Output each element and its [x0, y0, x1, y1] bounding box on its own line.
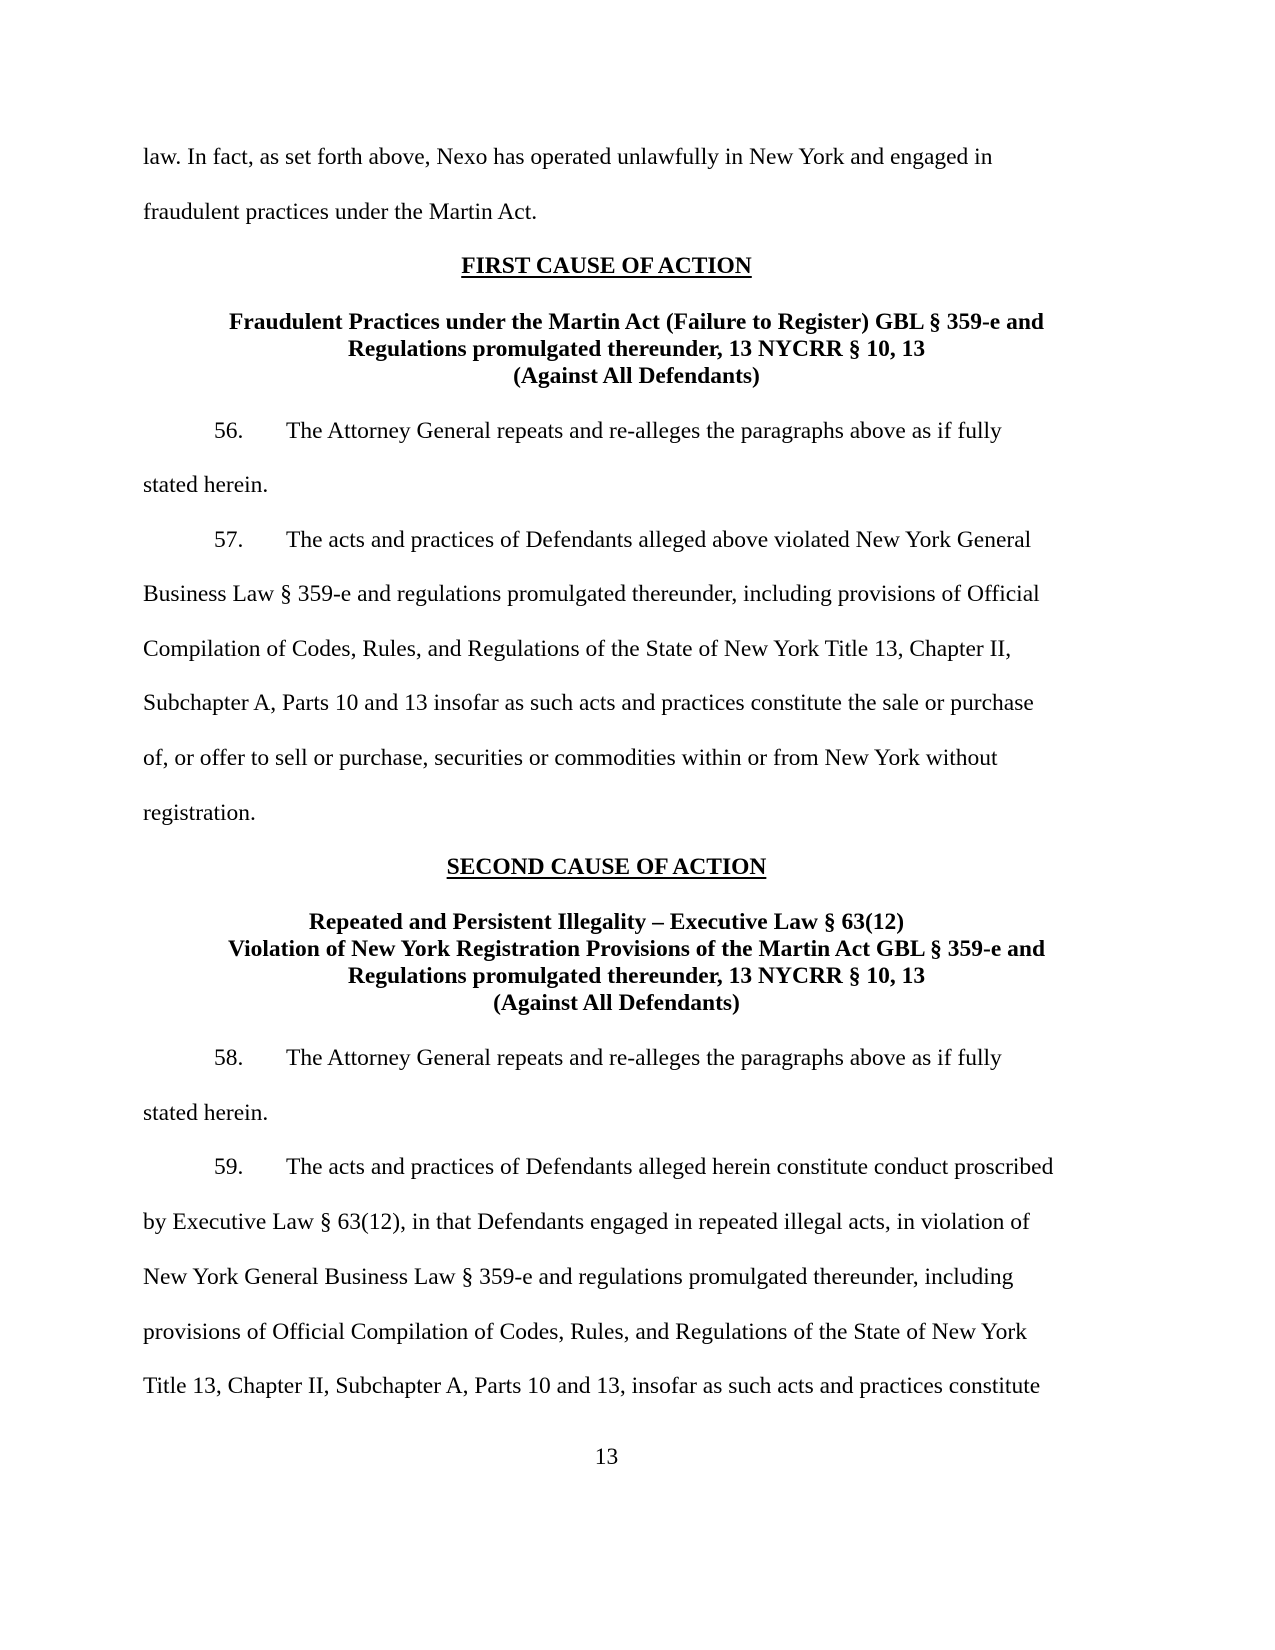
section-subheading: Repeated and Persistent Illegality – Executive Law § 63(12): [308, 909, 905, 935]
section-subheading: (Against All Defendants): [513, 363, 760, 389]
paragraph-number: 57.: [214, 527, 244, 553]
paragraph-number: 59.: [214, 1154, 244, 1180]
section-subheading: Regulations promulgated thereunder, 13 NYCRR § 10, 13: [347, 336, 926, 362]
paragraph-number: 56.: [214, 418, 244, 444]
paragraph-text: Compilation of Codes, Rules, and Regulations of the State of New York Title 13, Chapter II,: [143, 636, 1012, 662]
paragraph-text: The acts and practices of Defendants alleged above violated New York General: [286, 527, 1032, 553]
paragraph-text: Subchapter A, Parts 10 and 13 insofar as such acts and practices constitute the sale or purchase: [143, 690, 1034, 716]
paragraph-text: by Executive Law § 63(12), in that Defendants engaged in repeated illegal acts, in violation of: [143, 1209, 1030, 1235]
paragraph-text: stated herein.: [143, 472, 269, 498]
paragraph-text: The Attorney General repeats and re-alleges the paragraphs above as if fully: [286, 1045, 1002, 1071]
section-subheading: (Against All Defendants): [493, 990, 740, 1016]
section-heading-second-cause: SECOND CAUSE OF ACTION: [446, 854, 767, 880]
paragraph-text: of, or offer to sell or purchase, securities or commodities within or from New York without: [143, 745, 998, 771]
paragraph-text: stated herein.: [143, 1100, 269, 1126]
section-subheading: Regulations promulgated thereunder, 13 NYCRR § 10, 13: [347, 963, 926, 989]
section-heading-first-cause: FIRST CAUSE OF ACTION: [461, 253, 752, 279]
paragraph-number: 58.: [214, 1045, 244, 1071]
paragraph-text: Business Law § 359-e and regulations promulgated thereunder, including provisions of Official: [143, 581, 1040, 607]
paragraph-text: The acts and practices of Defendants alleged herein constitute conduct proscribed: [286, 1154, 1054, 1180]
section-subheading: Fraudulent Practices under the Martin Act (Failure to Register) GBL § 359-e and: [229, 309, 1044, 335]
paragraph-text: provisions of Official Compilation of Codes, Rules, and Regulations of the State of New York: [143, 1319, 1027, 1345]
section-subheading: Violation of New York Registration Provisions of the Martin Act GBL § 359-e and: [227, 936, 1046, 962]
paragraph-text: New York General Business Law § 359-e and regulations promulgated thereunder, including: [143, 1264, 1014, 1290]
page-number: 13: [594, 1444, 619, 1470]
paragraph-text: The Attorney General repeats and re-alleges the paragraphs above as if fully: [286, 418, 1002, 444]
paragraph-text: Title 13, Chapter II, Subchapter A, Parts 10 and 13, insofar as such acts and practices constitute: [143, 1373, 1041, 1399]
body-text-line: law. In fact, as set forth above, Nexo has operated unlawfully in New York and engaged in: [143, 144, 993, 170]
body-text-line: fraudulent practices under the Martin Act.: [143, 199, 538, 225]
paragraph-text: registration.: [143, 800, 256, 826]
